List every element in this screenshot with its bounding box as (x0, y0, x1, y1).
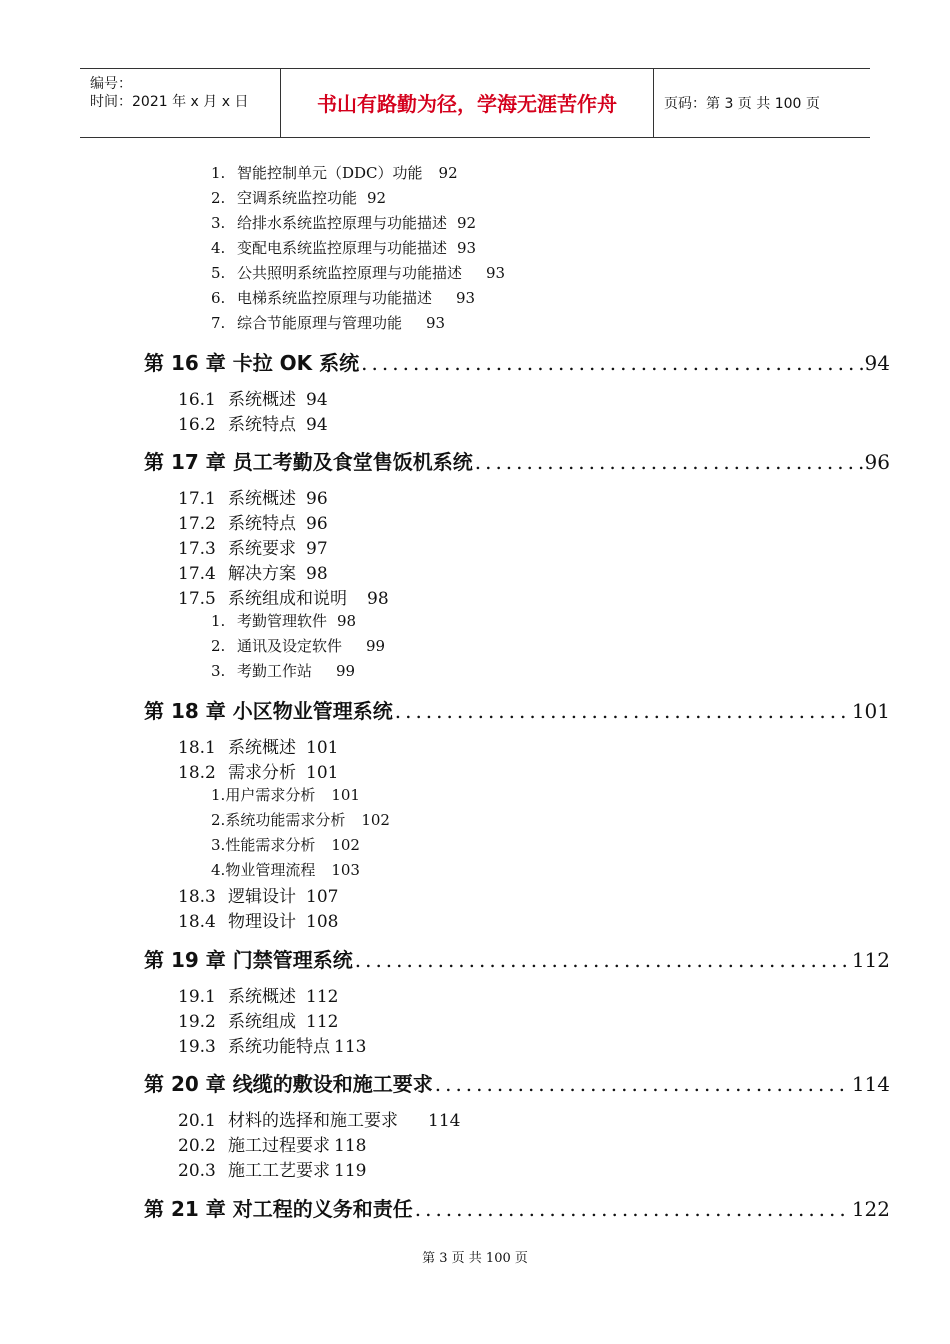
leader-dots (395, 699, 850, 723)
toc-section[interactable]: 17.5 系统组成和说明 98 (178, 589, 389, 609)
toc-chapter-17[interactable]: 第 17 章 员工考勤及食堂售饭机系统 ..... 96 (144, 446, 890, 475)
toc-section[interactable]: 17.1 系统概述 96 (178, 489, 328, 509)
toc-chapter-21[interactable]: 第 21 章 对工程的义务和责任 ..... 122 (144, 1193, 890, 1222)
toc-item[interactable]: 4. 变配电系统监控原理与功能描述 93 (211, 239, 477, 257)
doc-date: 时间：2021 年 x 月 x 日 (90, 94, 249, 110)
leader-dots (415, 1197, 850, 1221)
toc-chapter-16[interactable]: 第 16 章 卡拉 OK 系统 ..... 94 (144, 347, 890, 376)
toc-item[interactable]: 3.性能需求分析 102 (211, 836, 360, 854)
toc-chapter-20[interactable]: 第 20 章 线缆的敷设和施工要求 ..... 114 (144, 1068, 890, 1097)
toc-item[interactable]: 6. 电梯系统监控原理与功能描述 93 (211, 289, 476, 307)
doc-code: 编号： (90, 76, 132, 92)
toc-section[interactable]: 18.3 逻辑设计 107 (178, 887, 339, 907)
leader-dots (355, 948, 850, 972)
toc-item[interactable]: 3. 给排水系统监控原理与功能描述 92 (211, 214, 477, 232)
toc-section[interactable]: 17.3 系统要求 97 (178, 539, 328, 559)
toc-item[interactable]: 1. 考勤管理软件 98 (211, 612, 357, 630)
toc-item[interactable]: 4.物业管理流程 103 (211, 861, 360, 879)
header-page-info: 页码：第 3 页 共 100 页 (664, 96, 820, 112)
toc-section[interactable]: 18.1 系统概述 101 (178, 738, 339, 758)
toc-section[interactable]: 19.3 系统功能特点 113 (178, 1037, 367, 1057)
toc-section[interactable]: 16.2 系统特点 94 (178, 415, 328, 435)
toc-item[interactable]: 2.系统功能需求分析 102 (211, 811, 390, 829)
toc-section[interactable]: 19.1 系统概述 112 (178, 987, 339, 1007)
leader-dots (361, 351, 862, 375)
toc-section[interactable]: 16.1 系统概述 94 (178, 390, 328, 410)
toc-item[interactable]: 2. 空调系统监控功能 92 (211, 189, 387, 207)
page-footer: 第 3 页 共 100 页 (422, 1251, 528, 1266)
leader-dots (475, 450, 863, 474)
toc-section[interactable]: 20.1 材料的选择和施工要求 114 (178, 1111, 461, 1131)
toc-item[interactable]: 3. 考勤工作站 99 (211, 662, 356, 680)
toc-section[interactable]: 17.4 解决方案 98 (178, 564, 328, 584)
toc-item[interactable]: 1.用户需求分析 101 (211, 786, 360, 804)
toc-section[interactable]: 18.4 物理设计 108 (178, 912, 339, 932)
toc-section[interactable]: 19.2 系统组成 112 (178, 1012, 339, 1032)
leader-dots (435, 1072, 850, 1096)
toc-chapter-19[interactable]: 第 19 章 门禁管理系统 ..... 112 (144, 944, 890, 973)
toc-item[interactable]: 1. 智能控制单元（DDC）功能 92 (211, 164, 458, 182)
toc-section[interactable]: 20.2 施工过程要求 118 (178, 1136, 367, 1156)
toc-item[interactable]: 2. 通讯及设定软件 99 (211, 637, 386, 655)
toc-chapter-18[interactable]: 第 18 章 小区物业管理系统 ..... 101 (144, 695, 890, 724)
toc-section[interactable]: 20.3 施工工艺要求 119 (178, 1161, 367, 1181)
header-meta (80, 69, 281, 137)
toc-item[interactable]: 7. 综合节能原理与管理功能 93 (211, 314, 446, 332)
header-motto: 书山有路勤为径，学海无涯苦作舟 (281, 69, 654, 137)
toc-item[interactable]: 5. 公共照明系统监控原理与功能描述 93 (211, 264, 506, 282)
page-header (80, 68, 870, 138)
toc-section[interactable]: 18.2 需求分析 101 (178, 763, 339, 783)
toc-section[interactable]: 17.2 系统特点 96 (178, 514, 328, 534)
